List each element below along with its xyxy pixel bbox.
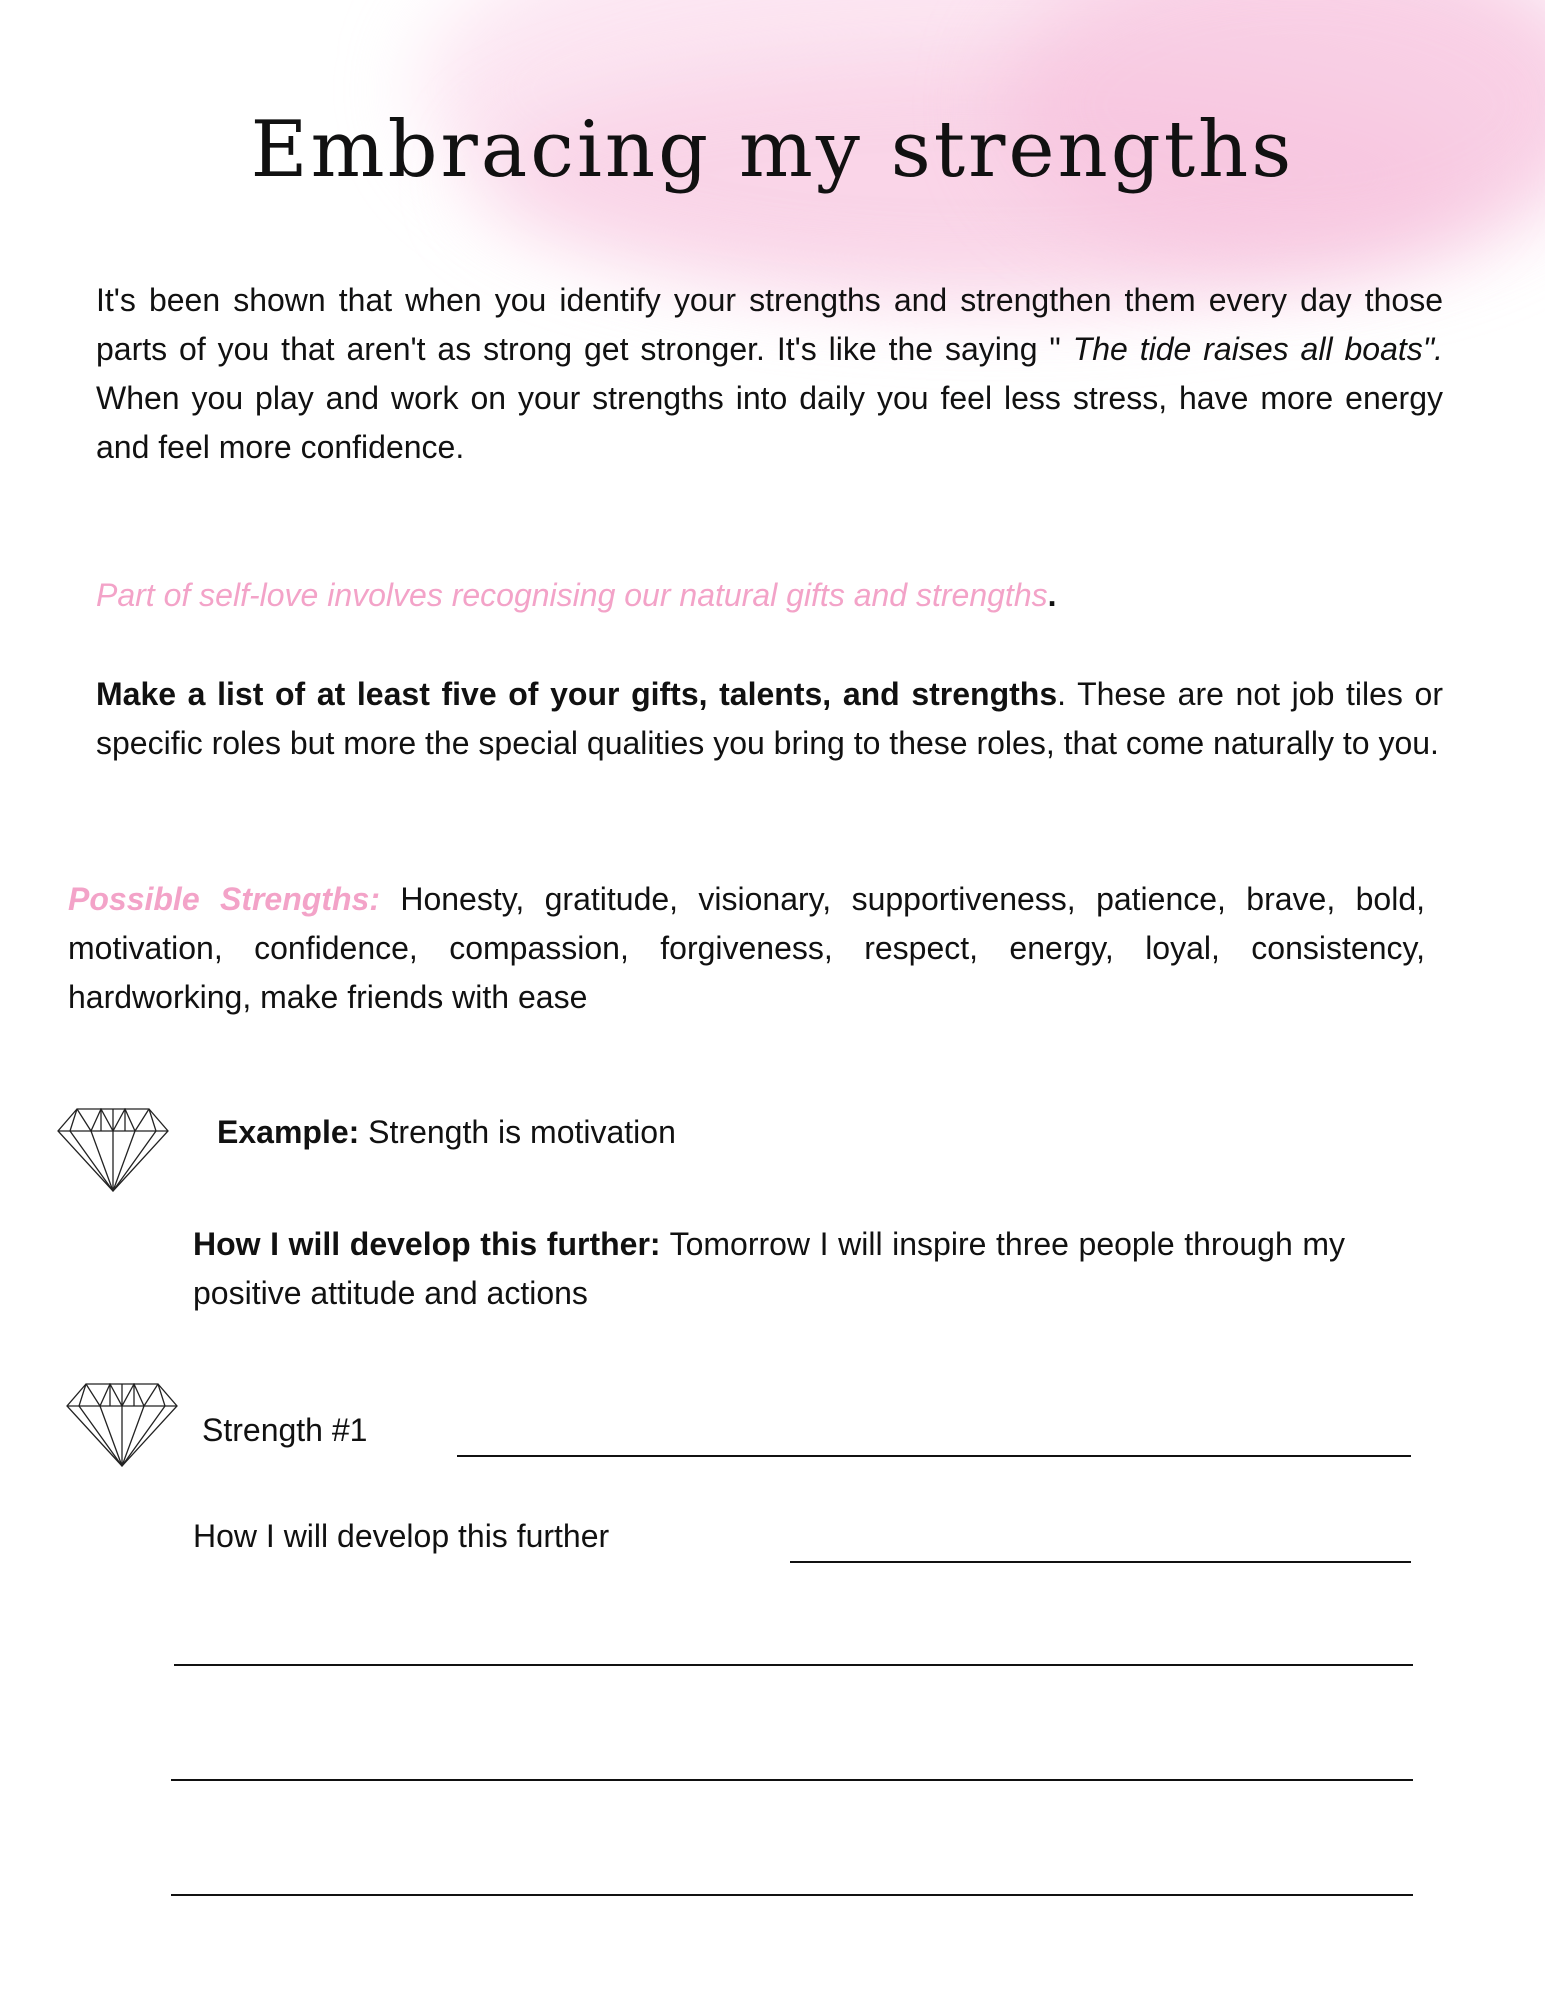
strength-1-label: Strength #1 [202,1412,368,1448]
example-strength [217,1114,676,1151]
page-title: Embracing my strengths [250,105,1295,195]
instruction-rest: . These are not job tiles or specific roles but more the special qualities you bring to these roles, that come naturally to you. [96,676,1444,761]
possible-strengths-list: Honesty, gratitude, visionary, supportiveness, patience, brave, bold, motivation, confidence, compassion, forgiveness, respect, energy, loyal, consistency, hardworking, make friends with ease [68,881,1426,1015]
intro-text-end: When you play and work on your strengths into daily you feel less stress, have more energy and feel more confidence. [96,380,1443,465]
intro-paragraph [96,276,1443,472]
possible-strengths [68,875,1425,1022]
self-love-period: . [1047,577,1057,613]
example-develop-value: Tomorrow I will inspire three people through my positive attitude and actions [193,1226,1345,1311]
diamond-icon [57,1108,169,1192]
instruction-bold: Make a list of at least five of your gifts, talents, and strengths [96,676,1058,712]
develop-input-line[interactable] [790,1561,1411,1563]
self-love-line [96,571,1443,620]
example-develop [193,1220,1345,1318]
diamond-icon [66,1383,178,1467]
instruction-paragraph [96,670,1443,768]
example-label: Example: [217,1114,360,1150]
intro-text: It's been shown that when you identify your strengths and strengthen them every day those parts of you that aren't as strong get stronger. It's like the saying " [96,282,1443,367]
self-love-text: Part of self-love involves recognising our natural gifts and strengths [96,577,1048,613]
example-value: Strength is motivation [359,1114,676,1150]
possible-strengths-label: Possible Strengths: [68,881,380,917]
develop-label: How I will develop this further [193,1518,610,1554]
writing-line[interactable] [171,1779,1413,1781]
strength-1-input-line[interactable] [457,1455,1411,1457]
writing-line[interactable] [174,1664,1413,1666]
intro-quote: The tide raises all boats". [1072,331,1444,367]
example-develop-label: How I will develop this further: [193,1226,661,1262]
writing-line[interactable] [171,1894,1413,1896]
